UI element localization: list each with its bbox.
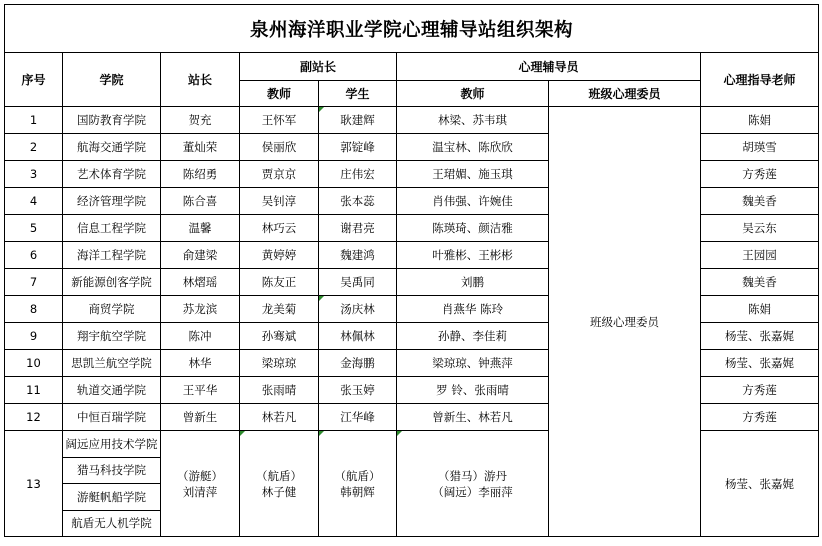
counselor-teacher-cell: 陈瑛琦、颜洁雅 (397, 215, 549, 242)
head-cell-line-1: （游艇） (177, 468, 223, 483)
head-cell: 陈绍勇 (161, 161, 240, 188)
seq-cell: 5 (5, 215, 63, 242)
header-deputy: 副站长 (240, 53, 397, 81)
seq-cell: 2 (5, 134, 63, 161)
table-row (5, 107, 819, 134)
advisor-cell: 陈娟 (701, 296, 819, 323)
seq-cell: 1 (5, 107, 63, 134)
counselor-teacher-cell (397, 431, 549, 537)
deputy-student-cell: 庄伟宏 (319, 161, 397, 188)
seq-cell: 12 (5, 404, 63, 431)
college-cell: 中恒百瑞学院 (63, 404, 161, 431)
college-cell: 翔宇航空学院 (63, 323, 161, 350)
deputy-teacher-cell (240, 431, 319, 537)
head-cell: 陈合喜 (161, 188, 240, 215)
deputy-student-cell: 吴禹同 (319, 269, 397, 296)
header-deputy-student: 学生 (319, 81, 397, 107)
college-cell: 阔远应用技术学院 (63, 431, 161, 458)
header-seq: 序号 (5, 53, 63, 107)
college-cell: 商贸学院 (63, 296, 161, 323)
counselor-teacher-cell: 王珺媚、施玉琪 (397, 161, 549, 188)
counselor-teacher-cell: 肖燕华 陈玲 (397, 296, 549, 323)
org-chart-table (4, 4, 819, 537)
college-cell: 国防教育学院 (63, 107, 161, 134)
deputy-teacher-cell: 黄婷婷 (240, 242, 319, 269)
class-committee-cell: 班级心理委员 (549, 107, 701, 537)
deputy-student-cell (319, 431, 397, 537)
deputy-student-cell: 张本蕊 (319, 188, 397, 215)
head-cell: 俞建梁 (161, 242, 240, 269)
advisor-cell: 陈娟 (701, 107, 819, 134)
seq-cell: 8 (5, 296, 63, 323)
advisor-cell: 魏美香 (701, 188, 819, 215)
deputy-teacher-cell: 吴钊淳 (240, 188, 319, 215)
header-class-committee: 班级心理委员 (549, 81, 701, 107)
header-advisor: 心理指导老师 (701, 53, 819, 107)
header-deputy-teacher: 教师 (240, 81, 319, 107)
advisor-cell: 杨莹、张嘉娓 (701, 350, 819, 377)
advisor-cell: 方秀莲 (701, 161, 819, 188)
advisor-cell: 胡瑛雪 (701, 134, 819, 161)
seq-cell: 3 (5, 161, 63, 188)
college-cell: 艺术体育学院 (63, 161, 161, 188)
head-cell: 王平华 (161, 377, 240, 404)
head-cell-line-2: 刘清萍 (182, 484, 218, 499)
counselor-teacher-cell-line-1: （猎马）游丹 (438, 468, 507, 483)
counselor-teacher-cell: 刘鹏 (397, 269, 549, 296)
seq-cell: 4 (5, 188, 63, 215)
deputy-student-cell: 林佩林 (319, 323, 397, 350)
head-cell: 林华 (161, 350, 240, 377)
header-counselor: 心理辅导员 (397, 53, 701, 81)
deputy-student-cell: 汤庆林 (319, 296, 397, 323)
college-cell: 猎马科技学院 (63, 457, 161, 484)
head-cell: 贺充 (161, 107, 240, 134)
deputy-student-cell: 谢君亮 (319, 215, 397, 242)
college-cell: 海洋工程学院 (63, 242, 161, 269)
deputy-teacher-cell: 梁琼琼 (240, 350, 319, 377)
counselor-teacher-cell: 孙静、李佳莉 (397, 323, 549, 350)
deputy-teacher-cell: 陈友正 (240, 269, 319, 296)
deputy-teacher-cell: 王怀军 (240, 107, 319, 134)
header-college: 学院 (63, 53, 161, 107)
advisor-cell: 魏美香 (701, 269, 819, 296)
header-row-1 (5, 53, 819, 81)
seq-cell: 13 (5, 431, 63, 537)
deputy-student-cell: 金海鹏 (319, 350, 397, 377)
deputy-student-cell-line-2: 韩朝辉 (340, 484, 375, 499)
deputy-teacher-cell: 贾京京 (240, 161, 319, 188)
seq-cell: 9 (5, 323, 63, 350)
deputy-student-cell-line-1: （航盾） (334, 468, 381, 483)
deputy-student-cell: 魏建鸿 (319, 242, 397, 269)
deputy-student-cell: 郭锭峰 (319, 134, 397, 161)
head-cell: 陈冲 (161, 323, 240, 350)
counselor-teacher-cell-line-2: （阔远）李丽萍 (432, 484, 513, 499)
advisor-cell: 吴云东 (701, 215, 819, 242)
deputy-student-cell: 张玉婷 (319, 377, 397, 404)
head-cell (161, 431, 240, 537)
deputy-teacher-cell: 张雨晴 (240, 377, 319, 404)
title-row (5, 5, 819, 53)
deputy-student-cell: 江华峰 (319, 404, 397, 431)
counselor-teacher-cell: 曾新生、林若凡 (397, 404, 549, 431)
deputy-teacher-cell-line-2: 林子健 (261, 484, 297, 499)
deputy-teacher-cell: 林若凡 (240, 404, 319, 431)
head-cell: 董灿荣 (161, 134, 240, 161)
deputy-teacher-cell: 龙美菊 (240, 296, 319, 323)
deputy-teacher-cell: 孙骞斌 (240, 323, 319, 350)
deputy-teacher-cell: 侯丽欣 (240, 134, 319, 161)
seq-cell: 6 (5, 242, 63, 269)
advisor-cell: 方秀莲 (701, 377, 819, 404)
advisor-cell: 杨莹、张嘉娓 (701, 323, 819, 350)
deputy-teacher-cell-line-1: （航盾） (256, 468, 302, 483)
counselor-teacher-cell: 肖伟强、许婉佳 (397, 188, 549, 215)
head-cell: 曾新生 (161, 404, 240, 431)
counselor-teacher-cell: 梁琼琼、钟燕萍 (397, 350, 549, 377)
college-cell: 轨道交通学院 (63, 377, 161, 404)
org-chart-sheet (4, 4, 818, 537)
seq-cell: 11 (5, 377, 63, 404)
deputy-teacher-cell: 林巧云 (240, 215, 319, 242)
college-cell: 经济管理学院 (63, 188, 161, 215)
college-cell: 信息工程学院 (63, 215, 161, 242)
seq-cell: 10 (5, 350, 63, 377)
counselor-teacher-cell: 林梁、苏韦琪 (397, 107, 549, 134)
advisor-cell: 王园园 (701, 242, 819, 269)
deputy-student-cell: 耿建辉 (319, 107, 397, 134)
advisor-cell: 方秀莲 (701, 404, 819, 431)
counselor-teacher-cell: 叶雅彬、王彬彬 (397, 242, 549, 269)
seq-cell: 7 (5, 269, 63, 296)
head-cell: 温馨 (161, 215, 240, 242)
sheet-title: 泉州海洋职业学院心理辅导站组织架构 (5, 5, 819, 53)
college-cell: 思凯兰航空学院 (63, 350, 161, 377)
counselor-teacher-cell: 温宝林、陈欣欣 (397, 134, 549, 161)
college-cell: 游艇帆船学院 (63, 484, 161, 511)
head-cell: 林熠瑶 (161, 269, 240, 296)
head-cell: 苏龙滨 (161, 296, 240, 323)
header-head: 站长 (161, 53, 240, 107)
header-counselor-teacher: 教师 (397, 81, 549, 107)
advisor-cell: 杨莹、张嘉娓 (701, 431, 819, 537)
college-cell: 航海交通学院 (63, 134, 161, 161)
college-cell: 新能源创客学院 (63, 269, 161, 296)
college-cell: 航盾无人机学院 (63, 510, 161, 537)
counselor-teacher-cell: 罗 铃、张雨晴 (397, 377, 549, 404)
